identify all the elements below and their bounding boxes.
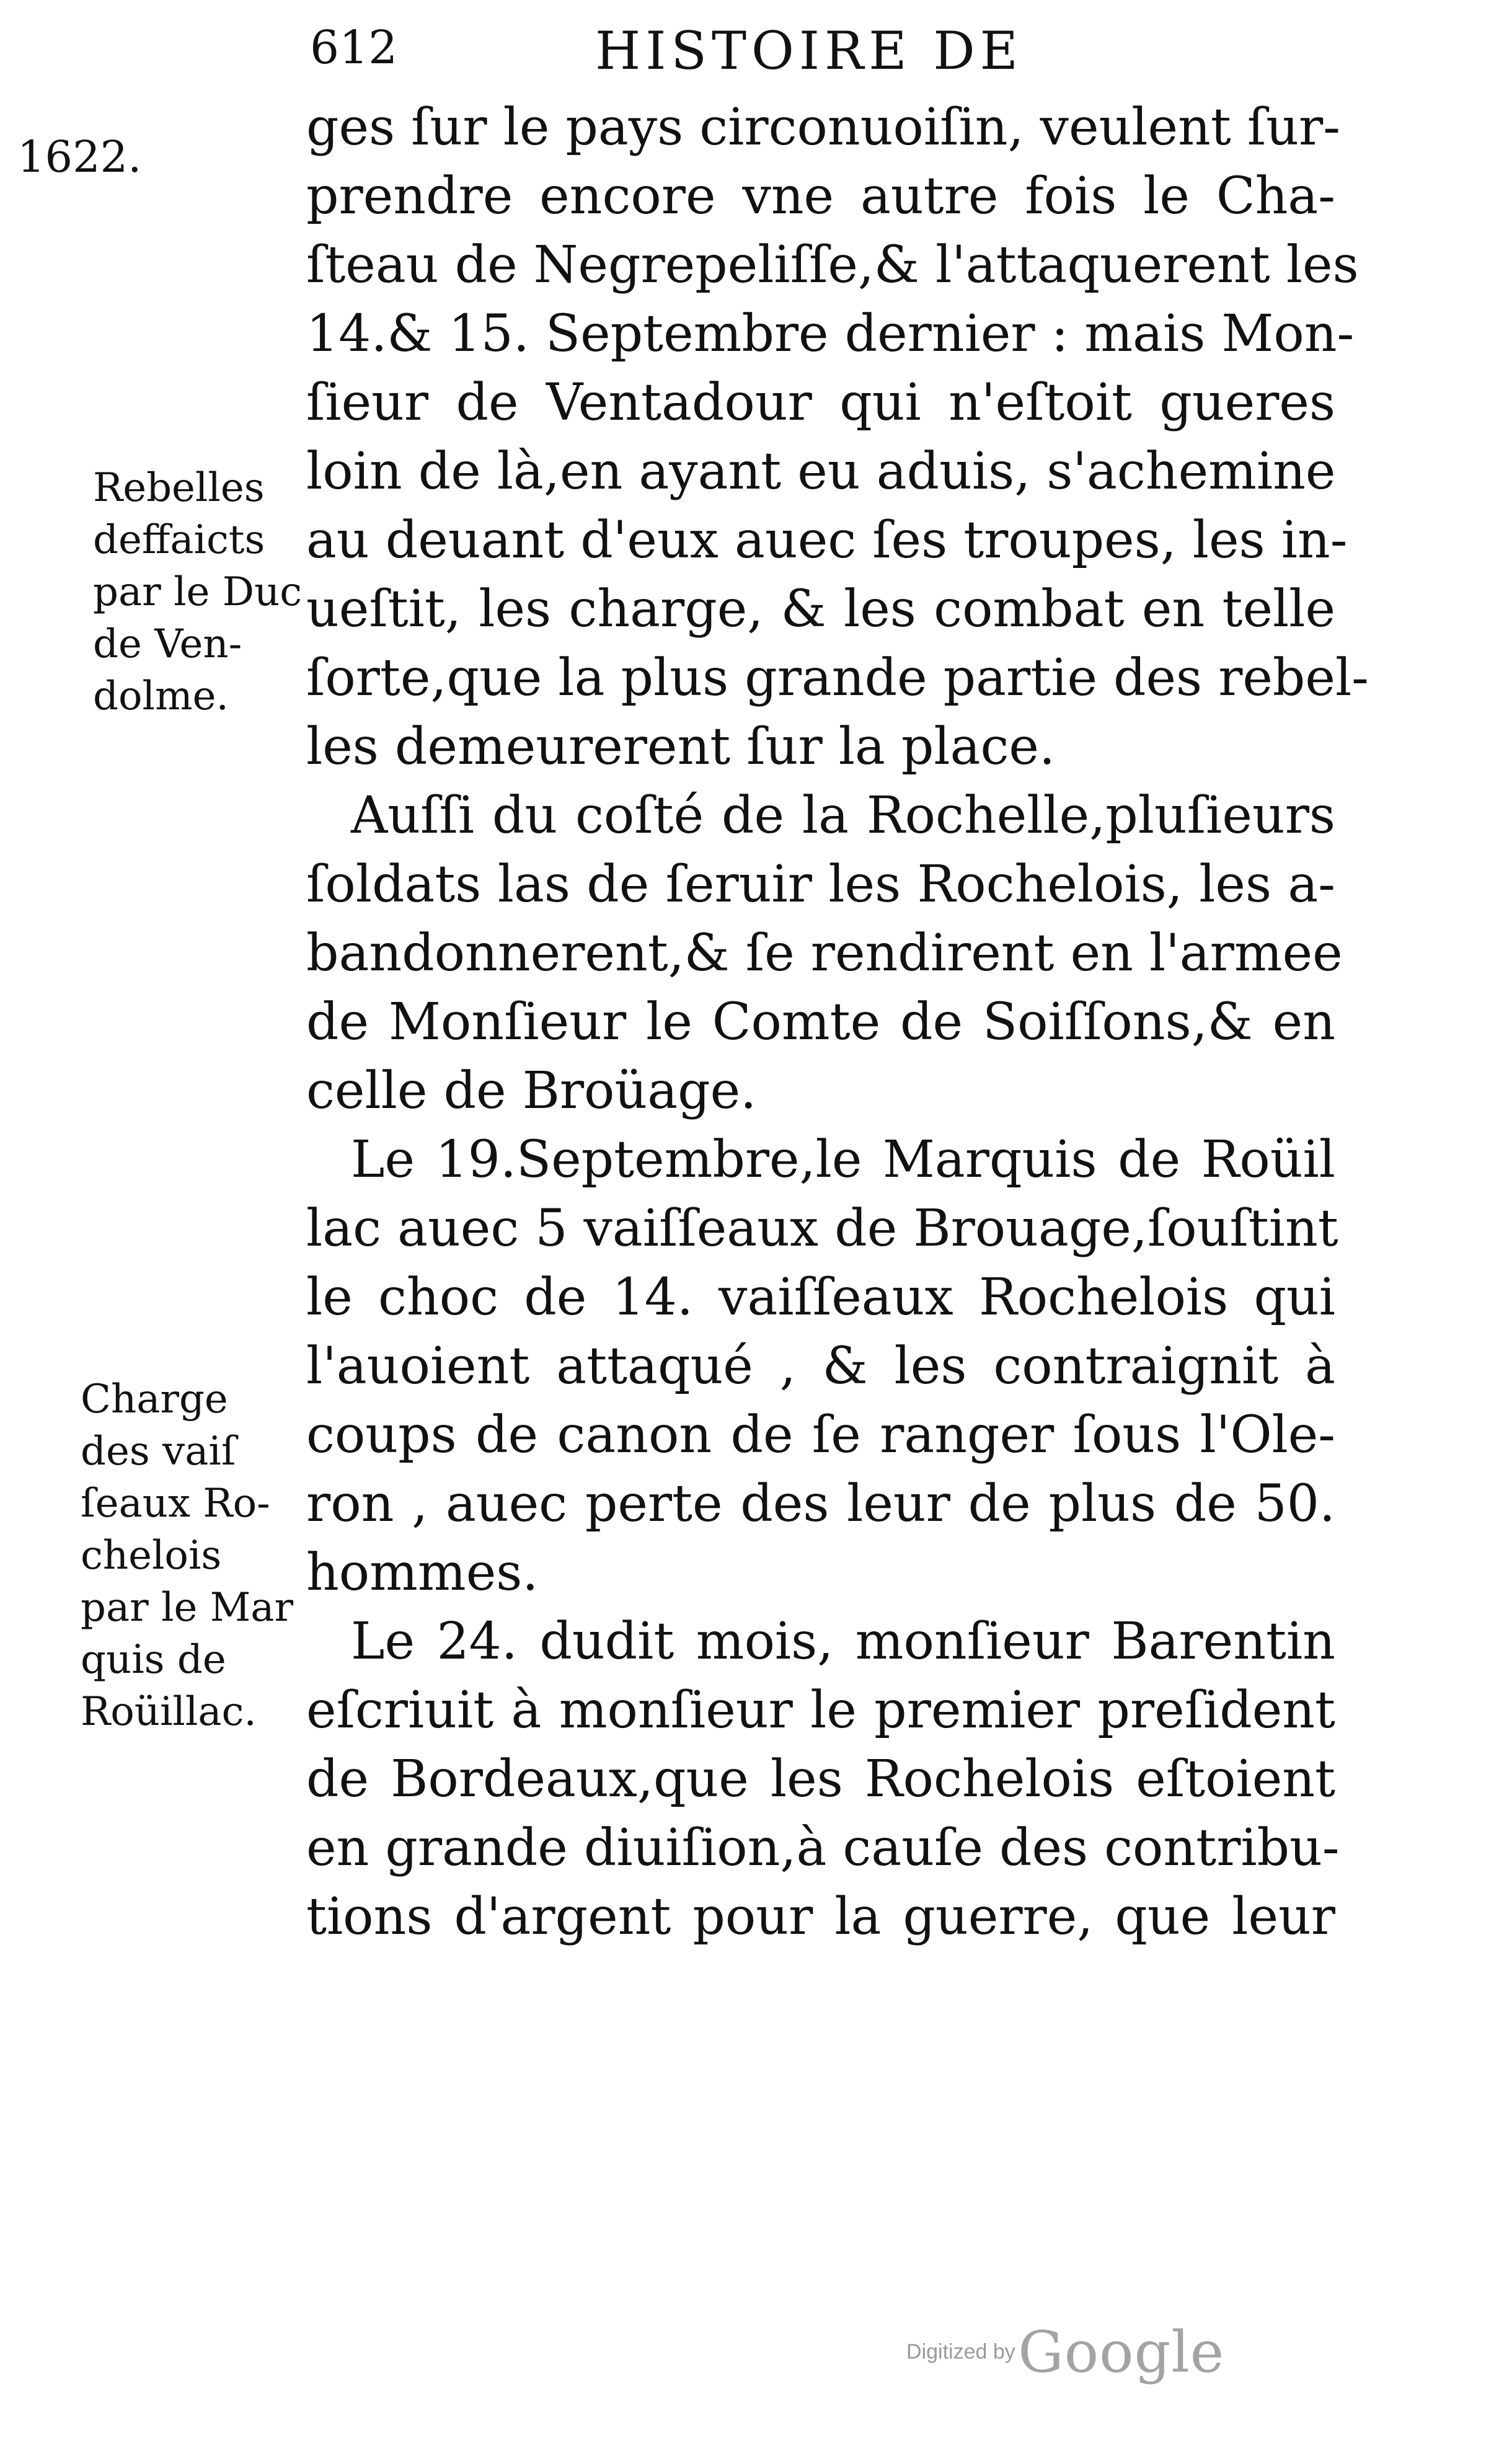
text-line: les demeurerent ſur la place. xyxy=(306,717,1056,776)
margin-note-line: chelois xyxy=(81,1533,222,1579)
text-line: de Monſieur le Comte de Soiſſons,& en xyxy=(306,993,1335,1052)
paragraph-start: Le 24. dudit mois, monſieur Barentin xyxy=(351,1612,1335,1671)
paragraph-start: Le 19.Septembre,le Marquis de Roüil xyxy=(351,1130,1335,1189)
margin-note-line: par le Mar xyxy=(81,1585,294,1631)
margin-note-line: Rebelles xyxy=(93,465,265,511)
text-line: hommes. xyxy=(306,1543,539,1602)
text-line: prendre encore vne autre fois le Cha- xyxy=(306,167,1335,226)
paragraph-start: Auſſi du coſté de la Rochelle,pluſieurs xyxy=(351,786,1335,845)
margin-note-rebels xyxy=(93,462,316,722)
text-line: ges ſur le pays circonuoiſin, veulent ſur- xyxy=(306,98,1340,157)
margin-note-line: dolme. xyxy=(93,673,229,719)
text-line: tions d'argent pour la guerre, que leur xyxy=(306,1887,1335,1946)
text-line: de Bordeaux,que les Rochelois eſtoient xyxy=(306,1750,1335,1809)
text-line: au deuant d'eux auec ſes troupes, les in- xyxy=(306,511,1348,570)
margin-note-line: des vaiſ xyxy=(81,1429,236,1474)
text-line: ron , auec perte des leur de plus de 50. xyxy=(306,1474,1335,1533)
text-line: loin de là,en ayant eu aduis, s'achemine xyxy=(306,442,1336,501)
digitized-by-watermark xyxy=(906,2319,1224,2385)
margin-note-line: Charge xyxy=(81,1376,228,1422)
text-line: ſoldats las de ſeruir les Rochelois, les a- xyxy=(306,855,1335,914)
text-line: le choc de 14. vaiſſeaux Rochelois qui xyxy=(306,1268,1335,1327)
text-line: ſorte,que la plus grande partie des rebel- xyxy=(306,649,1369,707)
text-line: eſcriuit à monſieur le premier preſident xyxy=(306,1681,1335,1740)
margin-note-line: Roüillac. xyxy=(81,1689,257,1735)
main-text-block xyxy=(306,93,1369,1951)
text-line: lac auec 5 vaiſſeaux de Brouage,ſouſtint xyxy=(306,1199,1338,1258)
digitized-by-label: Digitized by xyxy=(906,2340,1015,2364)
text-line: l'auoient attaqué , & les contraignit à xyxy=(306,1337,1335,1396)
text-line: coups de canon de ſe ranger ſous l'Ole- xyxy=(306,1406,1335,1465)
margin-note-line: par le Duc xyxy=(93,569,303,615)
text-line: ſteau de Negrepeliſſe,& l'attaquerent les xyxy=(306,236,1359,295)
text-line: celle de Broüage. xyxy=(306,1061,757,1120)
text-line: ueſtit, les charge, & les combat en telle xyxy=(306,580,1335,639)
text-line: 14.& 15. Septembre dernier : mais Mon- xyxy=(306,304,1355,363)
page-number: 612 xyxy=(310,21,398,74)
margin-note-line: deffaicts xyxy=(93,517,265,563)
google-logo-text: Google xyxy=(1018,2319,1225,2385)
margin-note-ships xyxy=(81,1373,304,1738)
text-line: en grande diuiſion,à cauſe des contribu- xyxy=(306,1819,1340,1877)
running-title: HISTOIRE DE xyxy=(595,20,1023,81)
margin-note-line: quis de xyxy=(81,1637,226,1683)
margin-note-line: ſeaux Ro- xyxy=(81,1481,270,1527)
margin-year: 1622. xyxy=(17,131,142,182)
text-line: bandonnerent,& ſe rendirent en l'armee xyxy=(306,924,1343,983)
text-line: ſieur de Ventadour qui n'eſtoit gueres xyxy=(306,373,1335,432)
margin-note-line: de Ven- xyxy=(93,621,242,667)
